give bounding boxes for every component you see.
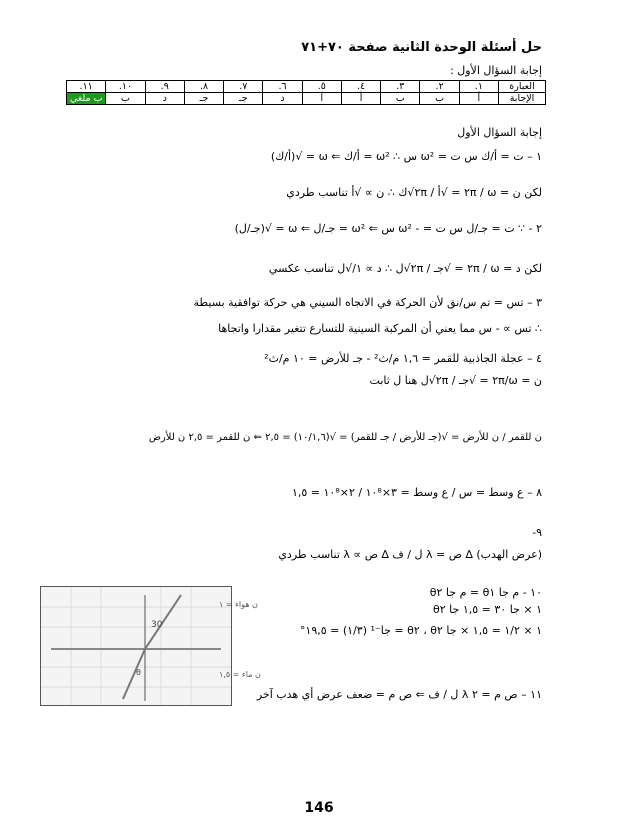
page-number: 146 (304, 800, 334, 816)
refracted-ray (123, 649, 145, 699)
table-cell: أ (302, 93, 341, 105)
table-cell: ٦. (263, 81, 302, 93)
table-cell: ب (420, 93, 459, 105)
table-cell: أ (459, 93, 498, 105)
table-cell: ٢. (420, 81, 459, 93)
table-cell: جـ (184, 93, 223, 105)
page-title: حل أسئلة الوحدة الثانية صفحة ٧٠+٧١ (301, 40, 542, 55)
table-row-numbers (67, 81, 546, 93)
answer-line-2: ٢ - ∵ ت = جـ/ل س ت = - ω² س ⇐ ω² = جـ/ل ⇐ ω = √(جـ/ل) (234, 222, 542, 235)
table-cell: ٨. (184, 81, 223, 93)
graph-grid (41, 587, 231, 705)
table-cell: ٤. (341, 81, 380, 93)
answer-line-10b: ١ × جا ٣٠ = ١,٥ جا θ٢ (433, 603, 542, 616)
answer-line-11: ١١ – ص م = ٢ λ ل / ف ⇐ ص م = ضعف عرض أي هدب آخر (256, 688, 542, 701)
refraction-graph (40, 586, 261, 706)
graph-label-water: ن ماء = ١,٥ (219, 670, 261, 679)
answer-line-3: ٣ – تس = تم س/نق لأن الحركة في الاتجاه السيني هي حركة توافقية بسيطة (193, 296, 542, 309)
answer-line-8: ٨ – ع وسط = س / ع وسط = ٣×١٠⁸ / ٢×١٠⁸ = ١,٥ (291, 486, 542, 499)
answer-line-1b: لكن ن = ω / ٢π = √أ / ٢π√ك ∴ ن ∝ √أ تناسب طردي (286, 186, 542, 199)
table-cell: ٥. (302, 81, 341, 93)
table-cell: جـ (224, 93, 263, 105)
angle-label-theta: θ (136, 668, 141, 677)
graph-label-air: ن هواء = ١ (219, 600, 258, 609)
refraction-graph-svg (41, 587, 261, 705)
table-cell: ٣. (381, 81, 420, 93)
answer-line-4: ٤ – عجلة الجاذبية للقمر = ١,٦ م/ث² - جـ للأرض = ١٠ م/ث² (264, 352, 542, 365)
table-cell: ١. (459, 81, 498, 93)
table-cell: أ (341, 93, 380, 105)
table-cell: ٧. (224, 81, 263, 93)
answer-line-3b: ∴ تس ∝ - س مما يعني أن المركبة السينية للتسارع تتغير مقدارا واتجاها (218, 322, 542, 335)
answer-line-1: ١ – ت = أ/ك س ت = ω² س ∴ ω² = أ/ك ⇐ ω = √(أ/ك) (270, 150, 542, 163)
answer-line-10c: ١ × ١/٢ = ١,٥ × جا θ٢ ، θ٢ = جا⁻¹ (١/٣) = ١٩,٥° (299, 624, 542, 637)
answer-line-10a: ١٠ - م جا θ١ = م جا θ٢ (429, 586, 542, 599)
table-cell-highlighted: ب ملغي (67, 93, 106, 105)
table-cell: ب (106, 93, 145, 105)
table-cell: ٩. (145, 81, 184, 93)
section-heading: إجابة السؤال الأول (457, 126, 542, 139)
table-header-statement: العبارة (499, 81, 546, 93)
answer-line-4c: ن للقمر / ن للأرض = √(جـ للأرض / جـ للقمر) = √(١٠/١,٦) = ٢,٥ ⇐ ن للقمر = ٢,٥ ن للأرض (148, 432, 542, 443)
table-cell: د (263, 93, 302, 105)
table-cell: د (145, 93, 184, 105)
answer-line-9: (عرض الهدب) ∆ ص = λ ل / ف ∆ ص ∝ λ تناسب طردي (278, 548, 542, 561)
table-cell: ١٠. (106, 81, 145, 93)
first-question-label: إجابة السؤال الأول : (450, 64, 542, 77)
table-row-answers (67, 93, 546, 105)
answer-number-9: ٩- (532, 526, 542, 539)
answer-line-4b: ن = ω/٢π = √جـ / ٢π√ل هنا ل ثابت (369, 374, 542, 387)
table-cell: ب (381, 93, 420, 105)
table-header-answer: الإجابة (499, 93, 546, 105)
answers-table (66, 80, 546, 105)
answer-line-2b: لكن د = ω / ٢π = √جـ / ٢π√ل ∴ د ∝ ١/√ل تناسب عكسي (268, 262, 542, 275)
table-cell: ١١. (67, 81, 106, 93)
angle-label-30: 30 (151, 620, 163, 630)
